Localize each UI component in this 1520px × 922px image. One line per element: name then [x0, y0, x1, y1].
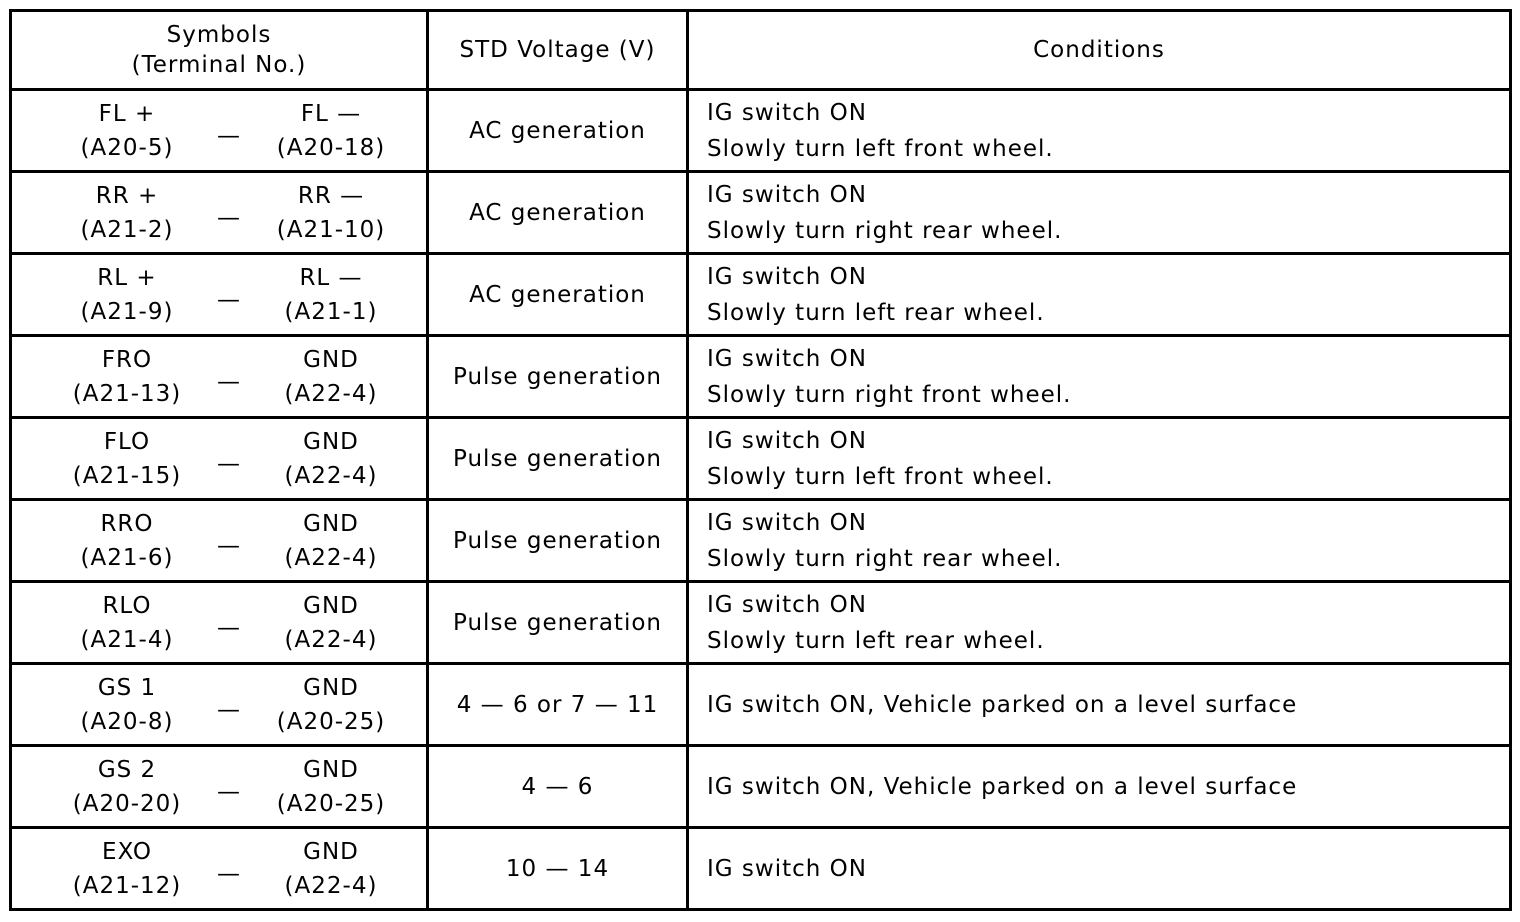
header-symbols-line1: Symbols — [166, 22, 272, 48]
conditions-cell — [688, 582, 1511, 664]
conditions-cell — [688, 336, 1511, 418]
symbols-cell — [11, 172, 428, 254]
std-voltage-cell: 10 — 14 — [428, 828, 688, 910]
terminal-symbol: RRO — [100, 510, 154, 537]
condition-line: Slowly turn left front wheel. — [707, 463, 1054, 490]
terminal-number: (A20-25) — [276, 708, 386, 735]
terminal-symbol: GND — [303, 674, 359, 701]
table-row — [11, 746, 1511, 828]
condition-line: IG switch ON — [707, 181, 867, 208]
negative-terminal — [266, 425, 396, 493]
symbols-cell — [11, 336, 428, 418]
positive-terminal — [62, 671, 192, 739]
conditions-cell — [688, 664, 1511, 746]
positive-terminal — [62, 179, 192, 247]
terminal-symbol: GND — [303, 346, 359, 373]
table-row — [11, 90, 1511, 172]
condition-line: Slowly turn right rear wheel. — [707, 217, 1063, 244]
terminal-separator: — — [217, 286, 241, 313]
conditions-cell — [688, 418, 1511, 500]
positive-terminal — [62, 261, 192, 329]
terminal-symbol: GND — [303, 428, 359, 455]
table-header-row — [11, 11, 1511, 90]
conditions-cell — [688, 828, 1511, 910]
conditions-cell — [688, 500, 1511, 582]
table-row — [11, 418, 1511, 500]
table-body — [11, 90, 1511, 910]
terminal-number: (A20-18) — [276, 134, 386, 161]
terminal-number: (A20-20) — [72, 790, 182, 817]
table-row — [11, 582, 1511, 664]
symbols-cell — [11, 500, 428, 582]
positive-terminal — [62, 835, 192, 903]
std-voltage-cell: Pulse generation — [428, 500, 688, 582]
negative-terminal — [266, 507, 396, 575]
std-voltage-cell: Pulse generation — [428, 418, 688, 500]
table-row — [11, 500, 1511, 582]
terminal-number: (A21-15) — [72, 462, 182, 489]
symbols-cell — [11, 828, 428, 910]
std-voltage-cell: AC generation — [428, 172, 688, 254]
terminal-number: (A21-12) — [72, 872, 182, 899]
table-row — [11, 254, 1511, 336]
terminal-separator: — — [217, 614, 241, 641]
header-std-voltage: STD Voltage (V) — [428, 11, 688, 90]
std-voltage-cell: AC generation — [428, 254, 688, 336]
condition-line: Slowly turn left rear wheel. — [707, 627, 1045, 654]
symbols-pair — [12, 255, 426, 334]
terminal-symbol: GND — [303, 510, 359, 537]
condition-line: IG switch ON, Vehicle parked on a level surface — [707, 691, 1298, 718]
positive-terminal — [62, 507, 192, 575]
terminal-number: (A21-6) — [80, 544, 174, 571]
header-symbols-line2: (Terminal No.) — [131, 52, 307, 78]
terminal-symbol: GND — [303, 838, 359, 865]
symbols-pair — [12, 747, 426, 826]
terminal-separator: — — [217, 122, 241, 149]
table-row — [11, 828, 1511, 910]
terminal-voltage-table-container — [9, 9, 1509, 910]
terminal-symbol: RR + — [95, 182, 159, 209]
conditions-cell — [688, 746, 1511, 828]
negative-terminal — [266, 753, 396, 821]
negative-terminal — [266, 97, 396, 165]
symbols-pair — [12, 665, 426, 744]
condition-line: IG switch ON — [707, 509, 867, 536]
symbols-cell — [11, 254, 428, 336]
terminal-symbol: FRO — [101, 346, 153, 373]
symbols-pair — [12, 419, 426, 498]
condition-line: Slowly turn left front wheel. — [707, 135, 1054, 162]
terminal-symbol: FLO — [103, 428, 151, 455]
terminal-symbol: RR — — [297, 182, 365, 209]
conditions-cell — [688, 254, 1511, 336]
negative-terminal — [266, 179, 396, 247]
terminal-symbol: RLO — [102, 592, 152, 619]
negative-terminal — [266, 589, 396, 657]
terminal-separator: — — [217, 778, 241, 805]
conditions-cell — [688, 172, 1511, 254]
conditions-cell — [688, 90, 1511, 172]
terminal-number: (A22-4) — [284, 380, 378, 407]
header-conditions: Conditions — [688, 11, 1511, 90]
terminal-symbol: FL + — [98, 100, 156, 127]
terminal-symbol: GND — [303, 592, 359, 619]
negative-terminal — [266, 261, 396, 329]
terminal-symbol: GS 1 — [97, 674, 157, 701]
positive-terminal — [62, 589, 192, 657]
terminal-number: (A22-4) — [284, 462, 378, 489]
terminal-symbol: GS 2 — [97, 756, 157, 783]
terminal-separator: — — [217, 368, 241, 395]
condition-line: IG switch ON — [707, 99, 867, 126]
std-voltage-cell: 4 — 6 or 7 — 11 — [428, 664, 688, 746]
condition-line: Slowly turn right rear wheel. — [707, 545, 1063, 572]
condition-line: IG switch ON — [707, 263, 867, 290]
condition-line: IG switch ON — [707, 855, 867, 882]
symbols-pair — [12, 829, 426, 908]
terminal-number: (A22-4) — [284, 626, 378, 653]
symbols-pair — [12, 501, 426, 580]
terminal-symbol: GND — [303, 756, 359, 783]
symbols-pair — [12, 583, 426, 662]
negative-terminal — [266, 671, 396, 739]
symbols-pair — [12, 173, 426, 252]
positive-terminal — [62, 343, 192, 411]
header-symbols — [11, 11, 428, 90]
symbols-cell — [11, 746, 428, 828]
positive-terminal — [62, 753, 192, 821]
terminal-symbol: RL + — [97, 264, 157, 291]
terminal-number: (A21-1) — [284, 298, 378, 325]
symbols-cell — [11, 664, 428, 746]
terminal-voltage-table — [9, 9, 1512, 911]
terminal-separator: — — [217, 450, 241, 477]
terminal-number: (A20-25) — [276, 790, 386, 817]
terminal-number: (A22-4) — [284, 544, 378, 571]
terminal-number: (A21-10) — [276, 216, 386, 243]
terminal-number: (A21-13) — [72, 380, 182, 407]
terminal-number: (A20-8) — [80, 708, 174, 735]
symbols-pair — [12, 337, 426, 416]
table-row — [11, 664, 1511, 746]
condition-line: IG switch ON — [707, 591, 867, 618]
terminal-number: (A20-5) — [80, 134, 174, 161]
symbols-pair — [12, 91, 426, 170]
std-voltage-cell: AC generation — [428, 90, 688, 172]
terminal-number: (A21-4) — [80, 626, 174, 653]
terminal-symbol: RL — — [299, 264, 363, 291]
terminal-number: (A21-9) — [80, 298, 174, 325]
condition-line: Slowly turn right front wheel. — [707, 381, 1072, 408]
symbols-cell — [11, 90, 428, 172]
terminal-number: (A21-2) — [80, 216, 174, 243]
negative-terminal — [266, 343, 396, 411]
symbols-cell — [11, 582, 428, 664]
condition-line: IG switch ON — [707, 345, 867, 372]
terminal-separator: — — [217, 860, 241, 887]
std-voltage-cell: Pulse generation — [428, 582, 688, 664]
std-voltage-cell: Pulse generation — [428, 336, 688, 418]
condition-line: IG switch ON, Vehicle parked on a level surface — [707, 773, 1298, 800]
terminal-symbol: FL — — [300, 100, 362, 127]
positive-terminal — [62, 425, 192, 493]
symbols-cell — [11, 418, 428, 500]
std-voltage-cell: 4 — 6 — [428, 746, 688, 828]
terminal-separator: — — [217, 696, 241, 723]
table-row — [11, 336, 1511, 418]
table-row — [11, 172, 1511, 254]
condition-line: IG switch ON — [707, 427, 867, 454]
negative-terminal — [266, 835, 396, 903]
terminal-separator: — — [217, 532, 241, 559]
condition-line: Slowly turn left rear wheel. — [707, 299, 1045, 326]
terminal-number: (A22-4) — [284, 872, 378, 899]
terminal-separator: — — [217, 204, 241, 231]
terminal-symbol: EXO — [102, 838, 152, 865]
positive-terminal — [62, 97, 192, 165]
